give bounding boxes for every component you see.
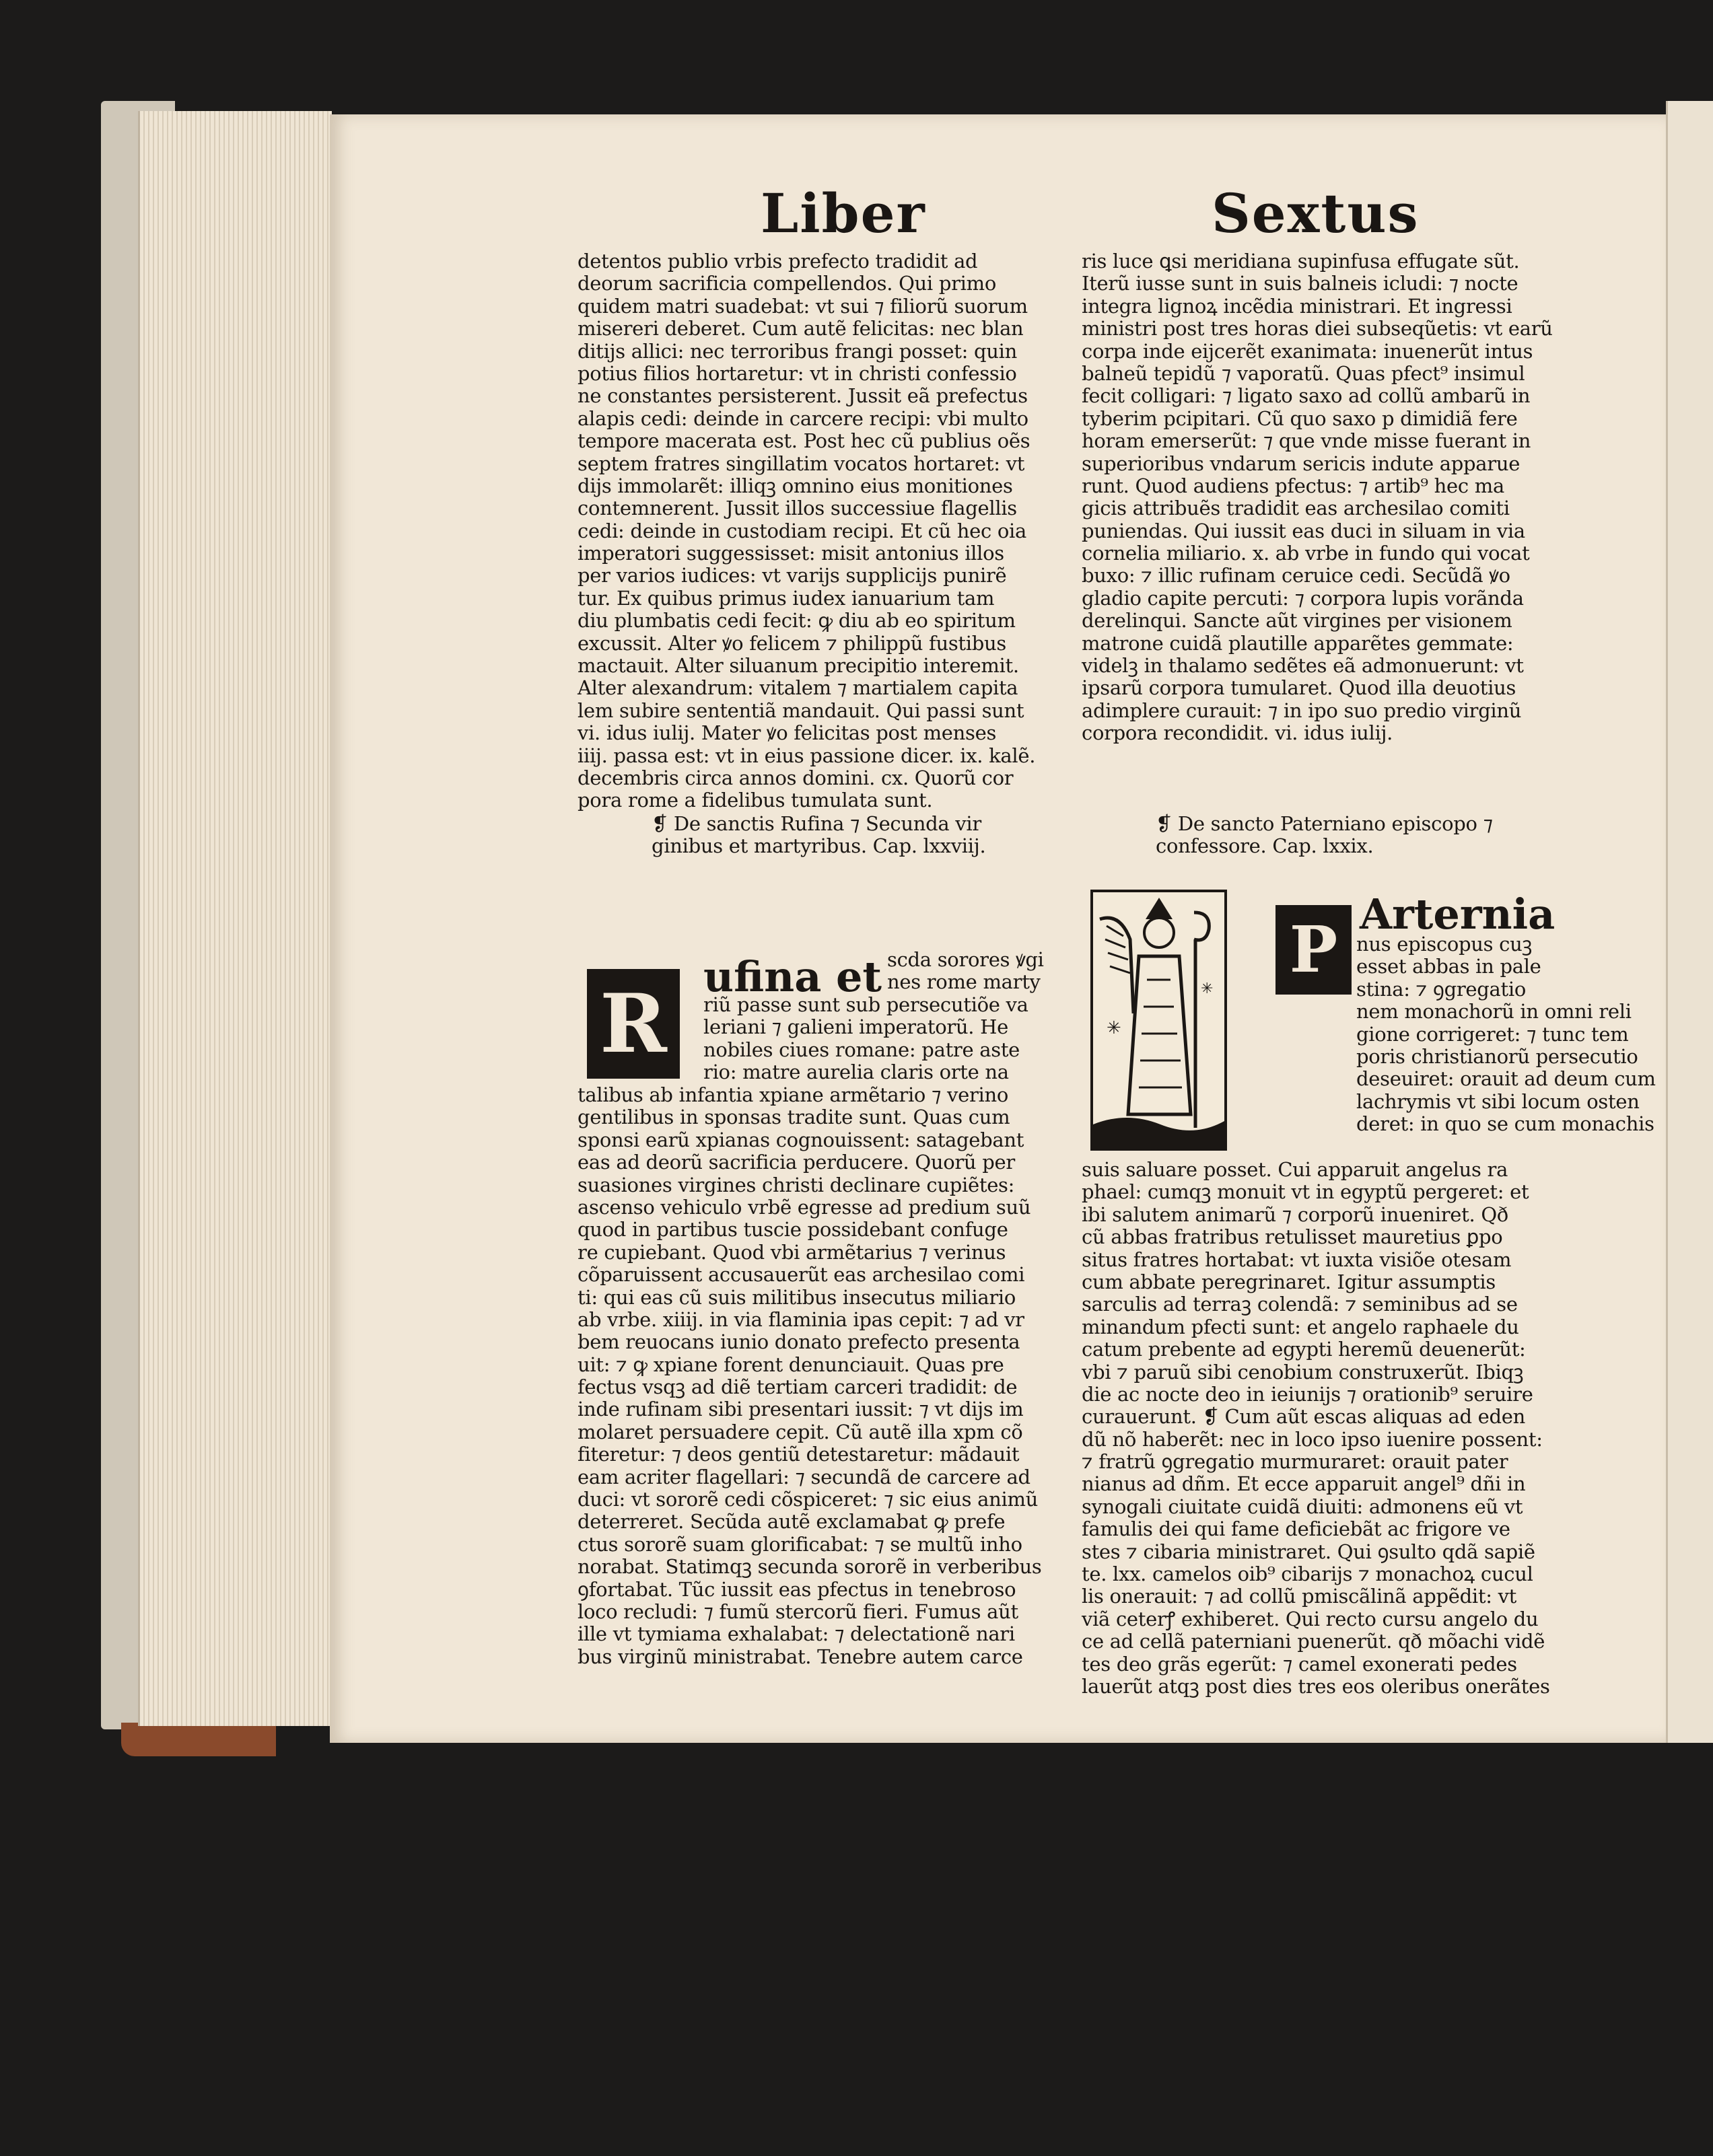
svg-text:✳: ✳ (1107, 1018, 1121, 1038)
chapter-heading-line: confessore. Cap. lxxix. (1156, 834, 1374, 858)
text-line: deorum sacrificia compellendos. Qui primo (578, 272, 996, 295)
running-head-right: Sextus (1212, 182, 1420, 245)
text-line: esset abbas in pale (1356, 955, 1541, 978)
text-line: misereri deberet. Cum autẽ felicitas: nec blan (578, 317, 1024, 340)
text-line: lauerũt atqꝫ post dies tres eos oleribus onerãtes (1082, 1674, 1550, 1698)
text-line: vbi ⁊ paruũ sibi cenobium construxerũt. Ibiqꝫ (1082, 1360, 1524, 1384)
text-line: cum abbate peregrinaret. Igitur assumptis (1082, 1270, 1496, 1293)
text-line: catum prebente ad egypti heremũ deuenerũt: (1082, 1338, 1526, 1361)
text-line: nus episcopus cuꝫ (1356, 933, 1533, 956)
text-line: buxo: ⁊ illic rufinam ceruice cedi. Secũdã ꝟo (1082, 564, 1510, 587)
text-line: alapis cedi: deinde in carcere recipi: vbi multo (578, 406, 1028, 430)
text-line: nianus ad dñm. Et ecce apparuit angel⁹ dñi in (1082, 1472, 1526, 1496)
text-line: sarculis ad terraꝫ colendã: ⁊ seminibus ad se (1082, 1293, 1518, 1316)
text-line: septem fratres singillatim vocatos hortaret: vt (578, 452, 1025, 475)
text-line: sponsi earũ xpianas cognouissent: satagebant (578, 1128, 1024, 1151)
text-line: vi. idus iulij. Mater ꝟo felicitas post menses (578, 721, 997, 745)
text-line: scda sorores ꝟgi (887, 948, 1044, 971)
text-line: tempore macerata est. Post hec cũ publius oẽs (578, 429, 1030, 453)
text-line: loco recludi: ⁊ fumũ stercorũ fieri. Fumus aũt (578, 1600, 1018, 1623)
text-line: tur. Ex quibus primus iudex ianuarium tam (578, 586, 995, 610)
text-line: cũ abbas fratribus retulisset mauretius ꝑpo (1082, 1225, 1503, 1249)
text-line: ab vrbe. xiiij. in via flaminia ipas cepit: ⁊ ad vr (578, 1307, 1024, 1331)
chapter-heading-line: ❡ De sancto Paterniano episcopo ⁊ (1156, 812, 1493, 835)
text-line: balneũ tepidũ ⁊ vaporatũ. Quas pfect⁹ insimul (1082, 361, 1525, 385)
text-line: ille vt tymiama exhalabat: ⁊ delectationẽ nari (578, 1622, 1015, 1646)
text-line: riũ passe sunt sub persecutiõe va (703, 993, 1028, 1016)
text-line: fiteretur: ⁊ deos gentiũ detestaretur: mãdauit (578, 1443, 1020, 1466)
decorated-initial-r: R (587, 969, 680, 1079)
text-line: die ac nocte deo in ieiunijs ⁊ orationib⁹ seruire (1082, 1382, 1533, 1406)
text-line: derelinqui. Sancte aũt virgines per visionem (1082, 609, 1512, 633)
text-line: ce ad cellã paterniani puenerũt. qð mõachi vidẽ (1082, 1630, 1545, 1653)
text-line: dũ nõ haberẽt: nec in loco ipso iuenire possent: (1082, 1427, 1543, 1451)
text-line: imperatori suggessisset: misit antonius illos (578, 542, 1004, 565)
text-line: curauerunt. ❡ Cum aũt escas aliquas ad eden (1082, 1405, 1526, 1429)
text-line: molaret persuadere cepit. Cũ autẽ illa xpm cõ (578, 1420, 1023, 1443)
text-line: nem monachorũ in omni reli (1356, 1000, 1632, 1023)
text-line: cedi: deinde in custodiam recipi. Et cũ hec oia (578, 519, 1027, 542)
text-line: ascenso vehiculo vrbẽ egresse ad predium suũ (578, 1195, 1031, 1219)
text-line: tes deo grãs egerũt: ⁊ camel exonerati pedes (1082, 1652, 1517, 1676)
text-line: phael: cumqꝫ monuit vt in egyptũ pergeret: et (1082, 1180, 1529, 1204)
text-line: detentos publio vrbis prefecto tradidit ad (578, 250, 978, 273)
right-column-top (1082, 250, 1580, 745)
text-line: tyberim pcipitari. Cũ quo saxo p dimidiã fere (1082, 406, 1518, 430)
text-line: re cupiebant. Quod vbi armẽtarius ⁊ verinus (578, 1240, 1006, 1264)
left-column-bottom (578, 1084, 1062, 1668)
text-line: contemnerent. Jussit illos successiue flagellis (578, 497, 1017, 520)
svg-text:✳: ✳ (1201, 980, 1214, 997)
text-line: integra lignoꝝ incẽdia ministrari. Et ingressi (1082, 294, 1512, 318)
text-line: situs fratres hortabat: vt iuxta visiõe otesam (1082, 1248, 1512, 1271)
text-line: pora rome a fidelibus tumulata sunt. (578, 789, 933, 812)
text-line: stina: ⁊ ꝯgregatio (1356, 977, 1527, 1001)
text-line: potius filios hortaretur: vt in christi confessio (578, 361, 1017, 385)
text-line: nobiles ciues romane: patre aste (703, 1038, 1020, 1061)
incipit-small (887, 949, 1069, 994)
text-line: ctus sororẽ suam glorificabat: ⁊ se multũ inho (578, 1532, 1022, 1556)
text-line: mactauit. Alter siluanum precipitio interemit. (578, 654, 1019, 678)
chapter-heading-line: ❡ De sanctis Rufina ⁊ Secunda vir (652, 812, 981, 835)
text-line: lem subire sententiã mandauit. Qui passi sunt (578, 698, 1024, 722)
left-column-top (578, 250, 1062, 812)
text-line: synogali ciuitate cuidã diuiti: admonens eũ vt (1082, 1495, 1523, 1518)
text-line: te. lxx. camelos oib⁹ cibarijs ⁊ monachoꝝ cucul (1082, 1562, 1533, 1586)
text-line: norabat. Statimqꝫ secunda sororẽ in verberibus (578, 1555, 1042, 1579)
text-line: videlꝫ in thalamo sedẽtes eã admonuerunt: vt (1082, 654, 1524, 678)
text-line: lachrymis vt sibi locum osten (1356, 1089, 1640, 1113)
right-column-beside-initial (1356, 933, 1656, 1136)
text-line: famulis dei qui fame deficiebãt ac frigore ve (1082, 1517, 1510, 1541)
text-line: quod in partibus tuscie possidebant confuge (578, 1218, 1008, 1242)
text-line: uit: ⁊ ꝙ xpiane forent denunciauit. Quas pre (578, 1353, 1004, 1376)
text-line: fectus vsqꝫ ad diẽ tertiam carceri tradidit: de (578, 1375, 1018, 1399)
text-line: leriani ⁊ galieni imperatorũ. He (703, 1015, 1008, 1039)
text-line: deseuiret: orauit ad deum cum (1356, 1067, 1656, 1091)
text-line: talibus ab infantia xpiane armẽtario ⁊ verino (578, 1083, 1009, 1106)
text-line: poris christianorũ persecutio (1356, 1044, 1638, 1068)
text-line: deret: in quo se cum monachis (1356, 1112, 1654, 1136)
text-line: bus virginũ ministrabat. Tenebre autem carce (578, 1645, 1023, 1668)
incipit-rufina: ufina et (703, 952, 882, 1001)
text-line: gentilibus in sponsas tradite sunt. Quas cum (578, 1106, 1010, 1129)
text-line: ꝯfortabat. Tũc iussit eas pfectus in tenebroso (578, 1577, 1016, 1601)
text-line: ⁊ fratrũ ꝯgregatio murmuraret: orauit pater (1082, 1450, 1508, 1474)
text-line: per varios iudices: vt varijs supplicijs punirẽ (578, 564, 1007, 587)
text-line: ipsarũ corpora tumularet. Quod illa deuotius (1082, 676, 1516, 700)
text-line: suasiones virgines christi declinare cupiẽtes: (578, 1173, 1015, 1196)
text-line: iiij. passa est: vt in eius passione dicer. ix. kalẽ. (578, 744, 1036, 767)
saint-woodcut (1090, 890, 1227, 1151)
text-line: runt. Quod audiens pfectus: ⁊ artib⁹ hec ma (1082, 474, 1504, 497)
text-line: lis onerauit: ⁊ ad collũ pmiscãlinã appẽdit: vt (1082, 1585, 1517, 1608)
incipit-paterniano: Arternia (1360, 890, 1555, 939)
right-column-heading (1082, 813, 1580, 858)
book-cover-leather (121, 1723, 276, 1756)
text-line: minandum pfecti sunt: et angelo raphaele du (1082, 1315, 1519, 1338)
text-line: inde rufinam sibi presentari iussit: ⁊ vt dijs im (578, 1398, 1024, 1421)
text-line: suis saluare posset. Cui apparuit angelus ra (1082, 1158, 1508, 1181)
text-line: fecit colligari: ⁊ ligato saxo ad collũ ambarũ in (1082, 384, 1531, 408)
left-column-beside-initial (703, 994, 1067, 1084)
text-line: adimplere curauit: ⁊ in ipo suo predio virginũ (1082, 698, 1522, 722)
text-line: ti: qui eas cũ suis militibus insecutus miliario (578, 1285, 1016, 1309)
text-line: gicis attribuẽs tradidit eas archesilao comiti (1082, 497, 1510, 520)
right-column-bottom (1082, 1159, 1580, 1698)
text-line: cõparuissent accusauerũt eas archesilao comi (578, 1263, 1025, 1287)
page-edges (138, 111, 332, 1726)
text-line: bem reuocans iunio donato prefecto presenta (578, 1330, 1020, 1354)
running-head-left: Liber (761, 182, 926, 245)
text-line: ditijs allici: nec terroribus frangi posset: quin (578, 339, 1017, 363)
text-line: Iterũ iusse sunt in suis balneis icludi: ⁊ nocte (1082, 272, 1518, 295)
text-line: diu plumbatis cedi fecit: ꝙ diu ab eo spiritum (578, 609, 1016, 633)
text-line: corpa inde eijcerẽt exanimata: inuenerũt intus (1082, 339, 1533, 363)
text-line: matrone cuidã plautille apparẽtes gemmate: (1082, 631, 1514, 655)
text-line: stes ⁊ cibaria ministraret. Qui ꝯsulto qdã sapiẽ (1082, 1540, 1535, 1563)
text-line: horam emerserũt: ⁊ que vnde misse fuerant in (1082, 429, 1531, 453)
text-line: dijs immolarẽt: illiqꝫ omnino eius monitiones (578, 474, 1013, 497)
text-line: corpora recondidit. vi. idus iulij. (1082, 721, 1393, 745)
text-line: superioribus vndarum sericis indute apparue (1082, 452, 1520, 475)
bishop-woodcut-illustration (1093, 892, 1224, 1148)
text-line: eam acriter flagellari: ⁊ secundã de carcere ad (578, 1465, 1030, 1488)
text-line: ministri post tres horas diei subseqũetis: vt earũ (1082, 317, 1553, 340)
text-line: deterreret. Secũda autẽ exclamabat ꝙ prefe (578, 1510, 1006, 1534)
text-line: ris luce ꝗsi meridiana supinfusa effugate sũt. (1082, 250, 1520, 273)
text-line: ne constantes persisterent. Jussit eã prefectus (578, 384, 1028, 408)
text-line: decembris circa annos domini. cx. Quorũ cor (578, 766, 1014, 789)
text-line: cornelia miliario. x. ab vrbe in fundo qui vocat (1082, 542, 1530, 565)
text-line: duci: vt sororẽ cedi cõspiceret: ⁊ sic eius animũ (578, 1488, 1039, 1511)
text-line: excussit. Alter ꝟo felicem ⁊ philippũ fustibus (578, 631, 1006, 655)
left-column-heading (578, 813, 1062, 858)
text-line: rio: matre aurelia claris orte na (703, 1061, 1009, 1084)
text-line: eas ad deorũ sacrificia perducere. Quorũ per (578, 1151, 1015, 1174)
decorated-initial-p: P (1275, 905, 1352, 995)
text-line: Alter alexandrum: vitalem ⁊ martialem capita (578, 676, 1018, 700)
text-line: quidem matri suadebat: vt sui ⁊ filiorũ suorum (578, 294, 1028, 318)
text-line: ibi salutem animarũ ⁊ corporũ inueniret. Qð (1082, 1202, 1508, 1226)
text-line: gione corrigeret: ⁊ tunc tem (1356, 1022, 1629, 1046)
facing-page-edge (1666, 101, 1713, 1743)
chapter-heading-line: ginibus et martyribus. Cap. lxxviij. (652, 834, 986, 858)
text-line: viã ceterꝭ exhiberet. Qui recto cursu angelo du (1082, 1607, 1539, 1630)
text-line: gladio capite percuti: ⁊ corpora lupis vorãnda (1082, 586, 1524, 610)
text-line: nes rome marty (887, 970, 1041, 994)
text-line: puniendas. Qui iussit eas duci in siluam in via (1082, 519, 1525, 542)
